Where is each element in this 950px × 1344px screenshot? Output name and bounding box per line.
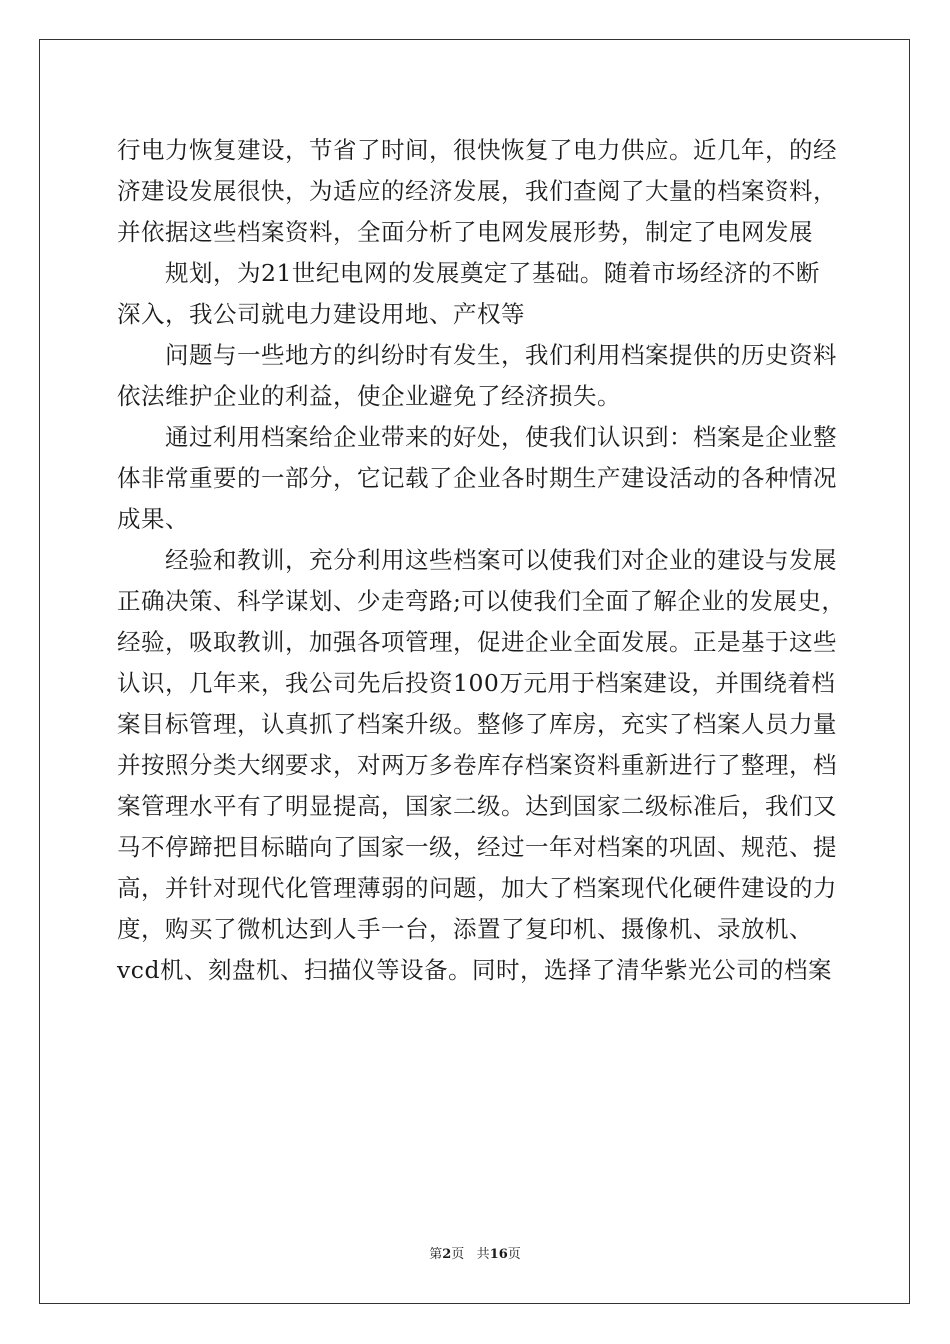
text-line: 度，购买了微机达到人手一台，添置了复印机、摄像机、录放机、 bbox=[117, 915, 813, 943]
text-line: 并依据这些档案资料，全面分析了电网发展形势，制定了电网发展 bbox=[117, 218, 813, 246]
total-prefix: 共 bbox=[476, 1247, 490, 1262]
text-line: 正确决策、科学谋划、少走弯路;可以使我们全面了解企业的发展史， bbox=[117, 587, 846, 615]
total-suffix: 页 bbox=[507, 1247, 521, 1262]
text-line: 案目标管理，认真抓了档案升级。整修了库房，充实了档案人员力量 bbox=[117, 710, 837, 738]
paragraph-start-line: 问题与一些地方的纠纷时有发生，我们利用档案提供的历史资料 bbox=[165, 341, 837, 369]
paragraph-start-line: 经验和教训，充分利用这些档案可以使我们对企业的建设与发展 bbox=[165, 546, 837, 574]
page-total: 16 bbox=[489, 1247, 508, 1262]
page-footer bbox=[0, 1245, 950, 1265]
text-line: 济建设发展很快，为适应的经济发展，我们查阅了大量的档案资料， bbox=[117, 177, 837, 205]
document-body bbox=[117, 130, 846, 991]
page-current: 2 bbox=[442, 1247, 452, 1262]
text-line: 体非常重要的一部分，它记载了企业各时期生产建设活动的各种情况 bbox=[117, 464, 837, 492]
paragraph-start-line: 通过利用档案给企业带来的好处，使我们认识到：档案是企业整 bbox=[165, 423, 837, 451]
text-line: 依法维护企业的利益，使企业避免了经济损失。 bbox=[117, 382, 621, 410]
text-line: 深入，我公司就电力建设用地、产权等 bbox=[117, 300, 525, 328]
text-line: 行电力恢复建设，节省了时间，很快恢复了电力供应。近几年，的经 bbox=[117, 136, 837, 164]
paragraph-start-line: 规划，为21世纪电网的发展奠定了基础。随着市场经济的不断 bbox=[165, 259, 820, 287]
text-line: 案管理水平有了明显提高，国家二级。达到国家二级标准后，我们又 bbox=[117, 792, 837, 820]
text-line: 认识，几年来，我公司先后投资100万元用于档案建设，并围绕着档 bbox=[117, 669, 836, 697]
text-line: 成果、 bbox=[117, 505, 189, 533]
page-prefix: 第 bbox=[429, 1247, 443, 1262]
text-line: vcd机、刻盘机、扫描仪等设备。同时，选择了清华紫光公司的档案 bbox=[117, 956, 832, 984]
text-line: 高，并针对现代化管理薄弱的问题，加大了档案现代化硬件建设的力 bbox=[117, 874, 837, 902]
text-line: 马不停蹄把目标瞄向了国家一级，经过一年对档案的巩固、规范、提 bbox=[117, 833, 837, 861]
text-line: 经验，吸取教训，加强各项管理，促进企业全面发展。正是基于这些 bbox=[117, 628, 837, 656]
page-suffix: 页 bbox=[451, 1247, 465, 1262]
text-line: 并按照分类大纲要求，对两万多卷库存档案资料重新进行了整理，档 bbox=[117, 751, 837, 779]
